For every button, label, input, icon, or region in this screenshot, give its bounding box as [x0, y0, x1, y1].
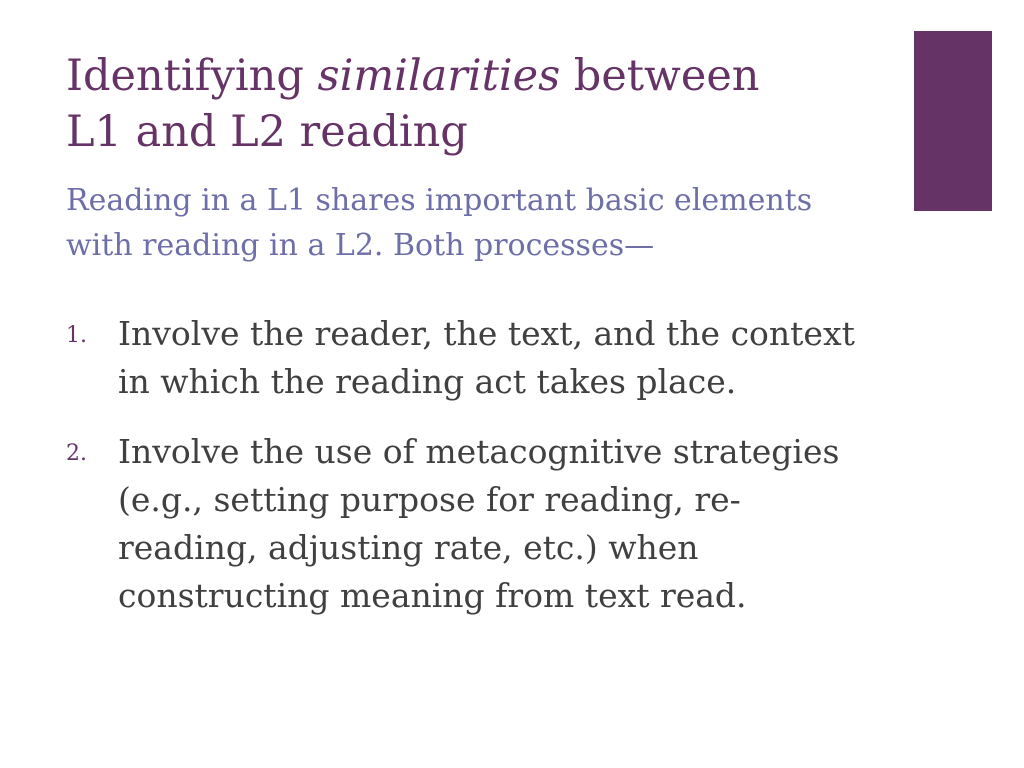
slide-title	[66, 48, 886, 160]
list-number: 1.	[66, 323, 87, 348]
subtitle-line-2: with reading in a L2. Both processes—	[66, 228, 655, 263]
title-part-1: Identifying	[66, 51, 318, 101]
list-item	[66, 428, 866, 620]
list-item-text: Involve the reader, the text, and the context in which the reading act takes place.	[118, 314, 855, 401]
list-number: 2.	[66, 441, 87, 466]
title-emphasis: similarities	[317, 51, 561, 101]
title-part-2: between	[560, 51, 760, 101]
title-line-2: L1 and L2 reading	[66, 107, 468, 157]
list-item	[66, 310, 866, 406]
accent-bar	[914, 31, 992, 211]
list-item-text: Involve the use of metacognitive strategies (e.g., setting purpose for reading, re-reading, adjusting rate, etc.) when constructing meaning from text read.	[118, 432, 840, 615]
subtitle-line-1: Reading in a L1 shares important basic elements	[66, 183, 813, 218]
slide-subtitle	[66, 178, 906, 268]
numbered-list	[66, 310, 866, 642]
